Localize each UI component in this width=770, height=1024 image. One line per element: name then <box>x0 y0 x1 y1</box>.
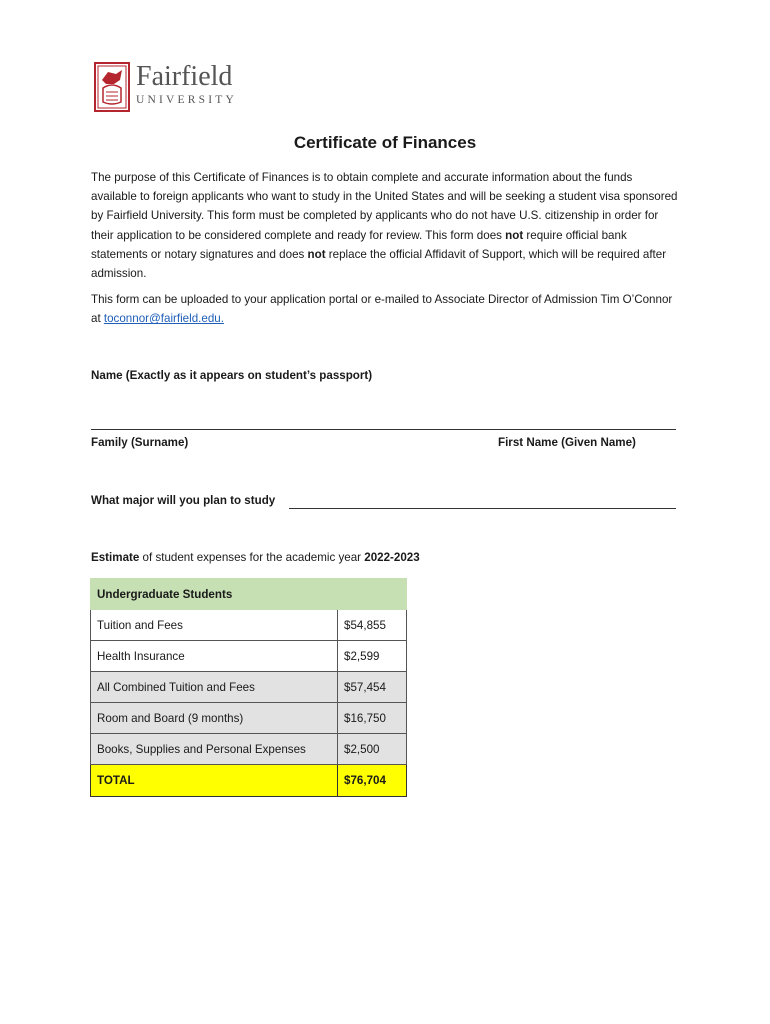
table-header: Undergraduate Students <box>91 579 407 610</box>
total-row <box>91 765 407 797</box>
expenses-table <box>90 578 407 797</box>
expense-label: Books, Supplies and Personal Expenses <box>91 734 338 765</box>
table-header-row <box>91 579 407 610</box>
table-row <box>91 734 407 765</box>
table-row <box>91 610 407 641</box>
estimate-bold: Estimate <box>91 551 140 564</box>
intro-text-3: replace the official Affidavit of Support, which will be required after admission. <box>91 247 667 281</box>
fairfield-seal-icon <box>94 62 130 112</box>
table-row <box>91 703 407 734</box>
expense-label: Health Insurance <box>91 641 338 672</box>
family-name-label: Family (Surname) <box>91 436 189 449</box>
name-section-label: Name (Exactly as it appears on student’s passport) <box>91 369 373 382</box>
table-row <box>91 641 407 672</box>
academic-year: 2022-2023 <box>364 551 420 564</box>
total-label: TOTAL <box>91 765 338 797</box>
intro-paragraph <box>91 168 681 283</box>
expense-value: $54,855 <box>338 610 407 641</box>
intro-text-1: The purpose of this Certificate of Finances is to obtain complete and accurate information about the funds available to foreign applicants who want to study in the United States and will be seeking a student visa sponsored by Fairfield University. This form must be completed by applicants who do not have U.S. citizenship in order for their application to be considered complete and ready for review. This form does <box>91 171 678 242</box>
logo-wordmark: Fairfield <box>136 61 233 92</box>
estimate-heading <box>91 551 420 564</box>
email-link[interactable]: toconnor@fairfield.edu. <box>103 312 224 326</box>
table-row <box>91 672 407 703</box>
first-name-label: First Name (Given Name) <box>498 436 636 449</box>
expense-value: $16,750 <box>338 703 407 734</box>
logo-subtitle: UNIVERSITY <box>136 94 237 106</box>
expense-value: $57,454 <box>338 672 407 703</box>
major-label: What major will you plan to study <box>91 494 276 507</box>
major-input-line[interactable] <box>289 508 676 509</box>
total-value: $76,704 <box>338 765 407 797</box>
intro-emphasis-1: not <box>505 228 524 242</box>
page-title: Certificate of Finances <box>293 133 477 152</box>
expense-label: Room and Board (9 months) <box>91 703 338 734</box>
upload-paragraph <box>91 290 681 328</box>
expense-label: All Combined Tuition and Fees <box>91 672 338 703</box>
name-input-line[interactable] <box>91 429 676 430</box>
fairfield-logo <box>94 60 244 116</box>
intro-emphasis-2: not <box>307 247 326 261</box>
expense-label: Tuition and Fees <box>91 610 338 641</box>
upload-text: This form can be uploaded to your application portal or e-mailed to Associate Director of Admission Tim O’Connor at <box>91 293 673 326</box>
expense-value: $2,500 <box>338 734 407 765</box>
expense-value: $2,599 <box>338 641 407 672</box>
intro-text-2: require official bank statements or notary signatures and does <box>91 228 627 261</box>
estimate-text: of student expenses for the academic year <box>139 551 365 564</box>
